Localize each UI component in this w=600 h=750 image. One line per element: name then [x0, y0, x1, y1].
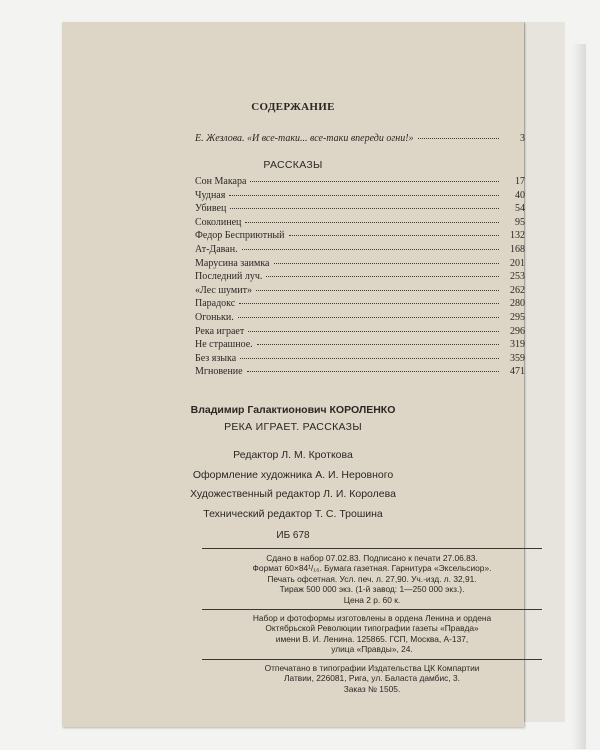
toc-entry-title: Чудная [195, 189, 226, 201]
toc-entry [195, 285, 525, 299]
toc-entry-page: 296 [510, 325, 525, 337]
toc-entry [195, 312, 525, 326]
leader-dots [242, 249, 499, 250]
leader-dots [230, 208, 499, 209]
toc-entry-page: 471 [510, 366, 525, 378]
toc-entry-page: 17 [515, 176, 525, 187]
printing-line: Заказ № 1505. [343, 683, 401, 694]
toc-entry-title: Не страшное. [195, 339, 253, 351]
section-heading: РАССКАЗЫ [263, 159, 323, 171]
toc-entry-page: 132 [510, 230, 525, 242]
leader-dots [274, 263, 500, 264]
toc-entry [195, 203, 525, 217]
toc-entry-page: 295 [510, 311, 525, 323]
typesetting-line: улица «Правды», 24. [331, 644, 413, 655]
credit-line: Оформление художника А. И. Неровного [192, 468, 394, 481]
toc-entry [195, 176, 525, 190]
toc-entry-title: Убивец [195, 203, 227, 215]
toc-entry-title: Парадокс [195, 298, 236, 310]
toc-entry-title: Федор Бесприютный [195, 230, 285, 242]
print-detail-line: Тираж 500 000 экз. (1-й завод: 1—250 000 экз.). [279, 584, 465, 595]
toc-entry [195, 339, 525, 353]
credit-line: Технический редактор Т. С. Трошина [203, 507, 383, 520]
toc-entry-page: 168 [510, 243, 525, 255]
toc-entry [195, 217, 525, 231]
printing-info [202, 663, 542, 694]
typesetting-info [202, 613, 542, 655]
divider [202, 659, 542, 660]
leader-dots [256, 290, 499, 291]
printing-line: Отпечатано в типографии Издательства ЦК Компартии [264, 663, 480, 673]
ib-number: ИБ 678 [276, 530, 310, 541]
toc-entry-page: 253 [510, 271, 525, 283]
toc-entry [195, 326, 525, 340]
contents-heading: СОДЕРЖАНИЕ [251, 101, 335, 113]
book-page [62, 22, 524, 727]
toc-entry-page: 262 [510, 284, 525, 296]
leader-dots [250, 181, 499, 182]
toc-entry-page: 359 [510, 352, 525, 364]
toc-entry [195, 366, 525, 380]
toc-entry-page: 319 [510, 339, 525, 351]
leader-dots [257, 344, 499, 345]
toc-entry [195, 190, 525, 204]
leader-dots [248, 331, 499, 332]
toc-entry [195, 271, 525, 285]
toc-entry-page: 95 [515, 216, 525, 228]
toc-entry-title: «Лес шумит» [195, 284, 252, 296]
intro-entry [195, 133, 525, 144]
toc-entry [195, 258, 525, 272]
spine-shadow [572, 44, 586, 749]
leader-dots [289, 235, 500, 236]
leader-dots [418, 138, 499, 139]
typesetting-line: имени В. И. Ленина. 125865. ГСП, Москва, А-137, [275, 633, 469, 644]
leader-dots [229, 195, 499, 196]
intro-page: 3 [520, 133, 525, 144]
toc-entry-title: Последний луч. [195, 271, 263, 283]
credit-line: Художественный редактор Л. И. Королева [190, 488, 396, 500]
toc-entry-title: Мгновение [195, 366, 243, 378]
print-detail-line: Сдано в набор 07.02.83. Подписано к печати 27.06.83. [266, 553, 478, 563]
toc-entry-title: Без языка [195, 352, 237, 364]
book-title: РЕКА ИГРАЕТ. РАССКАЗЫ [224, 421, 362, 433]
toc-entry [195, 298, 525, 312]
print-detail-line: Печать офсетная. Усл. печ. л. 27,90. Уч.-изд. л. 32,91. [267, 573, 477, 584]
printing-line: Латвии, 226081, Рига, ул. Баласта дамбис, 3. [284, 673, 460, 684]
typesetting-line: Набор и фотоформы изготовлены в ордена Ленина и ордена [252, 613, 492, 623]
leader-dots [266, 276, 499, 277]
toc-entry-page: 280 [510, 298, 525, 310]
toc-entry-page: 201 [510, 257, 525, 269]
toc-entry [195, 353, 525, 367]
credits-list [62, 449, 524, 527]
toc-entry-page: 54 [515, 203, 525, 215]
print-detail-line: Цена 2 р. 60 к. [343, 594, 401, 605]
toc-entry-title: Огоньки. [195, 311, 234, 323]
leader-dots [238, 317, 499, 318]
typesetting-line: Октябрьской Революции типографии газеты «Правда» [265, 623, 479, 634]
toc-entry-title: Ат-Даван. [195, 243, 238, 255]
intro-title: Е. Жезлова. «И все-таки... все-таки впереди огни!» [195, 133, 414, 144]
divider [202, 609, 542, 610]
toc-entry [195, 230, 525, 244]
author-name: Владимир Галактионович КОРОЛЕНКО [190, 404, 396, 416]
contents-list [195, 176, 525, 380]
toc-entry-title: Река играет [195, 325, 245, 337]
toc-entry-title: Соколинец [195, 216, 242, 228]
leader-dots [239, 303, 499, 304]
leader-dots [247, 371, 499, 372]
leader-dots [245, 222, 499, 223]
print-details [202, 553, 542, 605]
toc-entry [195, 244, 525, 258]
toc-entry-title: Марусина заимка [195, 257, 270, 269]
toc-entry-title: Сон Макара [195, 176, 247, 187]
divider [202, 548, 542, 549]
leader-dots [240, 358, 499, 359]
credit-line: Редактор Л. М. Кроткова [233, 449, 353, 461]
toc-entry-page: 40 [515, 189, 525, 201]
print-detail-line: Формат 60×84¹/₁₆. Бумага газетная. Гарнитура «Эксельсиор». [252, 563, 492, 574]
